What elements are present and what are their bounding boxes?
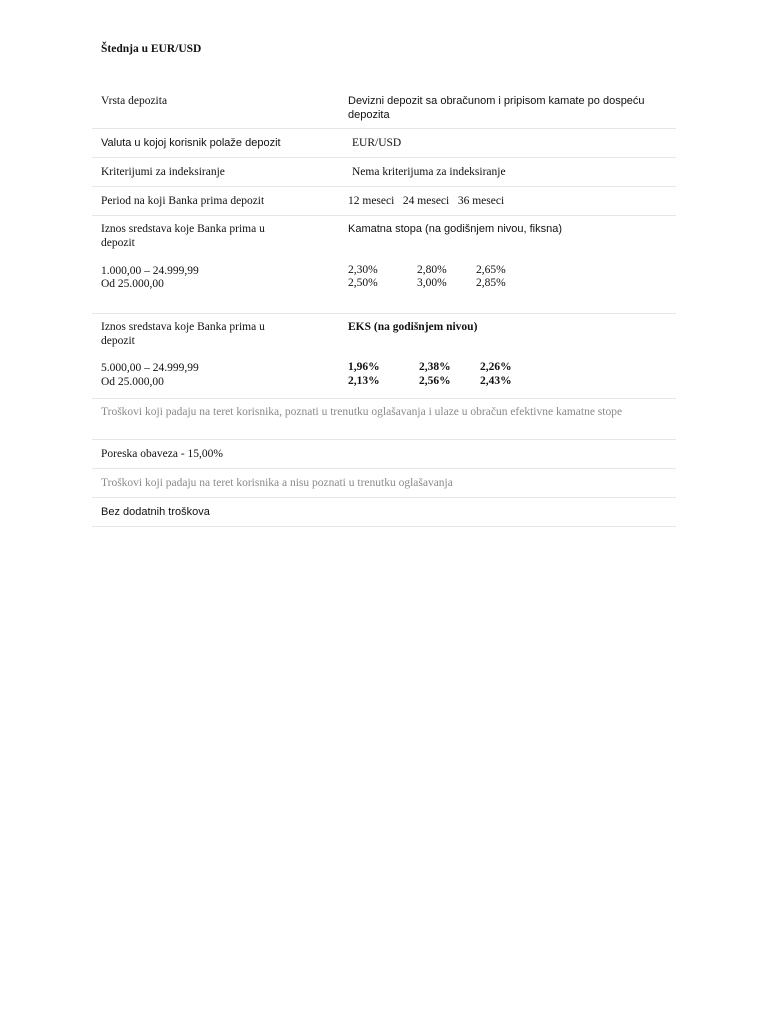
row-troskovi-poznati [92, 399, 676, 440]
row-label: Valuta u kojoj korisnik polaže depozit [101, 137, 281, 149]
eks-heading: EKS (na godišnjem nivou) [348, 321, 478, 333]
rate-value: 3,00% [417, 277, 447, 289]
row-value: EUR/USD [352, 137, 402, 149]
row-eks [92, 314, 676, 399]
row-value: Devizni depozit sa obračunom i pripisom kamate po dospeću depozita [348, 95, 645, 121]
row-value: 12 meseci 24 meseci 36 meseci [348, 195, 505, 207]
section-note: Troškovi koji padaju na teret korisnika, poznati u trenutku oglašavanja i ulaze u obračun efektivne kamatne stope [101, 406, 623, 418]
row-valuta [92, 129, 676, 158]
row-poreska-obaveza [92, 440, 676, 469]
rate-value: 2,80% [417, 264, 447, 276]
row-period [92, 187, 676, 216]
page-title: Štednja u EUR/USD [101, 43, 202, 55]
eks-value: 2,13% [348, 375, 380, 387]
section-note: Troškovi koji padaju na teret korisnika a nisu poznati u trenutku oglašavanja [101, 477, 453, 489]
rate-value: 2,50% [348, 277, 378, 289]
row-label: Vrsta depozita [101, 95, 168, 107]
tax-obligation: Poreska obaveza - 15,00% [101, 448, 223, 460]
eks-value: 2,26% [480, 361, 512, 373]
rate-value: 2,85% [476, 277, 506, 289]
amount-label: Iznos sredstava koje Banka prima u depozit [101, 223, 265, 249]
amount-range: 1.000,00 – 24.999,99 [101, 265, 199, 277]
rate-value: 2,30% [348, 264, 378, 276]
eks-value: 1,96% [348, 361, 380, 373]
amount-range: Od 25.000,00 [101, 376, 164, 388]
rate-heading: Kamatna stopa (na godišnjem nivou, fiksna) [348, 223, 563, 235]
row-value: Nema kriterijuma za indeksiranje [352, 166, 506, 178]
row-kriterijumi [92, 158, 676, 187]
row-label: Kriterijumi za indeksiranje [101, 166, 225, 178]
row-bez-troskova [92, 498, 676, 527]
eks-value: 2,56% [419, 375, 451, 387]
amount-range: 5.000,00 – 24.999,99 [101, 362, 199, 374]
row-kamatna-stopa [92, 216, 676, 314]
rate-value: 2,65% [476, 264, 506, 276]
amount-label: Iznos sredstava koje Banka prima u depozit [101, 321, 265, 347]
eks-value: 2,43% [480, 375, 512, 387]
row-troskovi-nepoznati [92, 469, 676, 498]
row-vrsta-depozita [92, 90, 676, 129]
eks-value: 2,38% [419, 361, 451, 373]
no-extra-costs: Bez dodatnih troškova [101, 506, 210, 518]
row-label: Period na koji Banka prima depozit [101, 195, 265, 207]
amount-range: Od 25.000,00 [101, 278, 164, 290]
